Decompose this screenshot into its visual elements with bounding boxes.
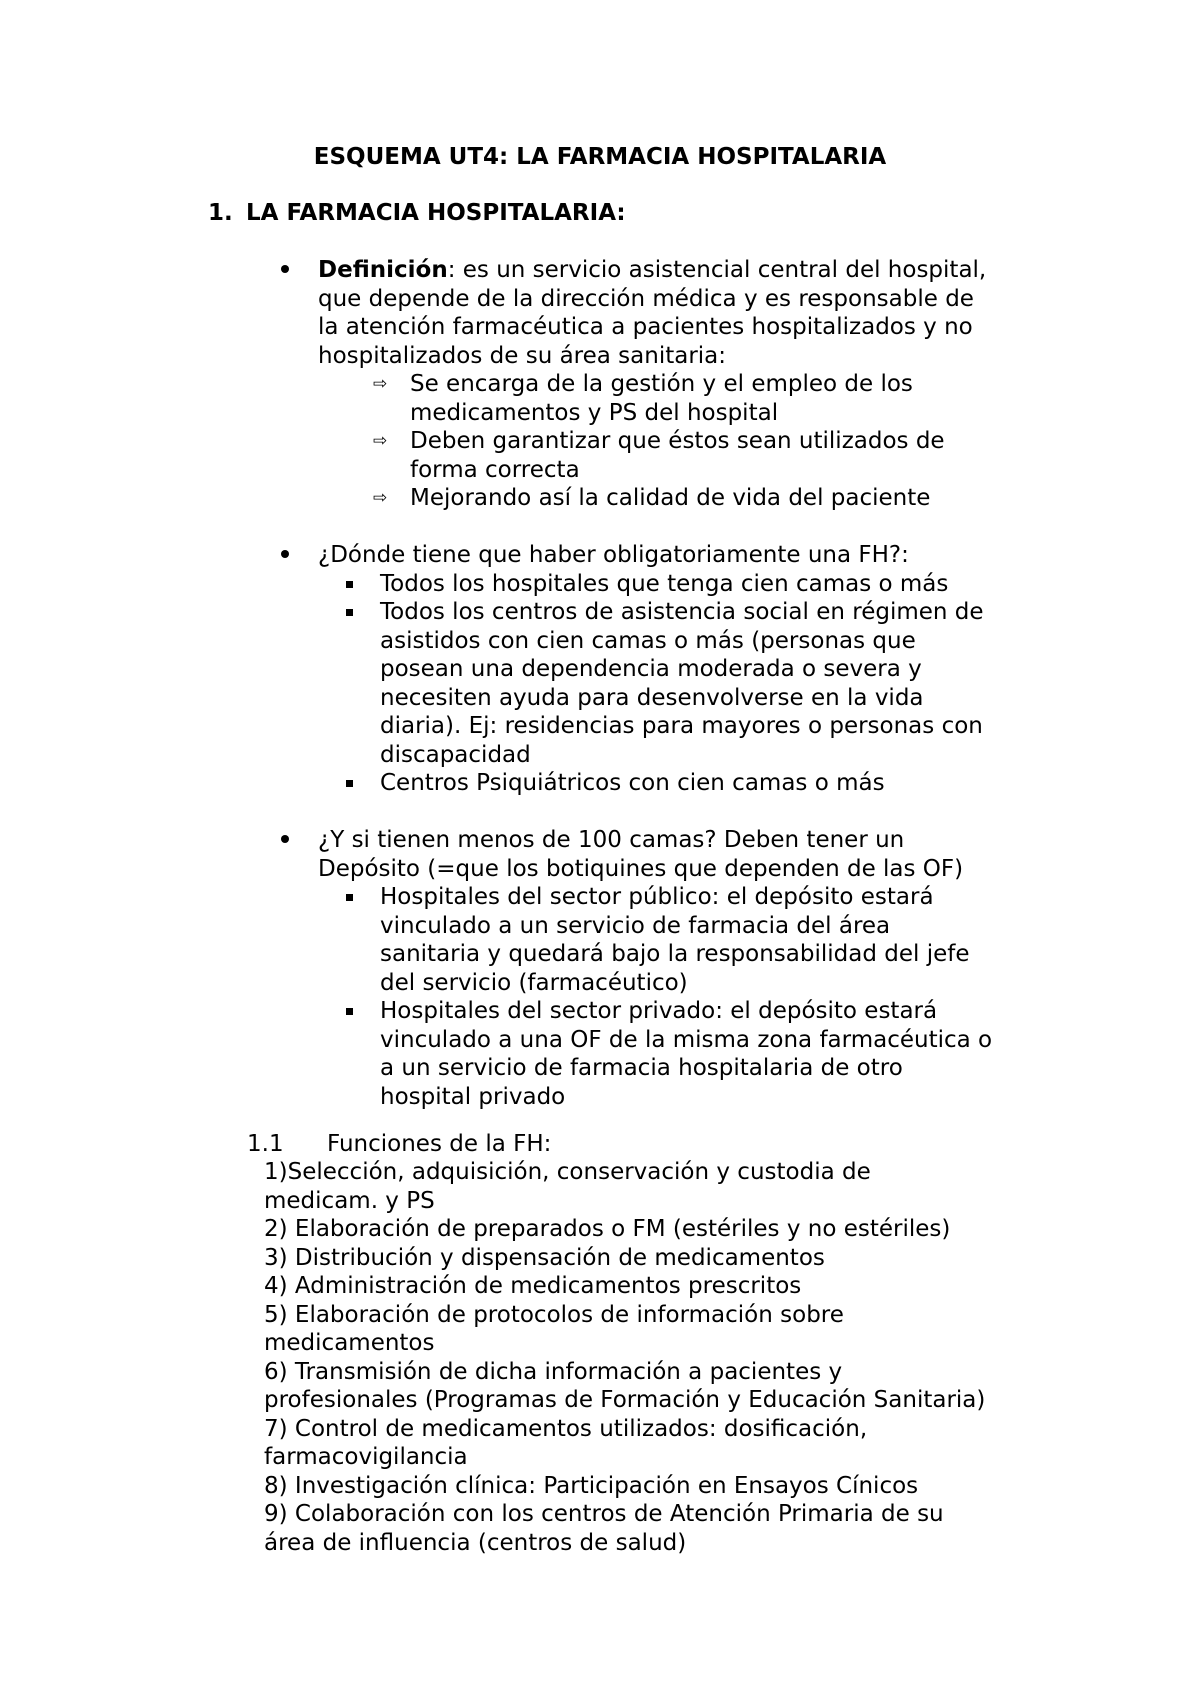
double-arrow-icon: ⇨ [373, 488, 388, 508]
subsection-title: Funciones de la FH: [327, 1131, 552, 1157]
section-title: LA FARMACIA HOSPITALARIA: [246, 200, 626, 226]
square-item-text: discapacidad [380, 741, 531, 768]
arrow-item-text: medicamentos y PS del hospital [410, 399, 779, 426]
definition-text: la atención farmacéutica a pacientes hospitalizados y no [318, 314, 973, 340]
question-text: Depósito (=que los botiquines que dependen de las OF) [318, 855, 964, 882]
function-line: medicam. y PS [264, 1187, 435, 1214]
function-line: 7) Control de medicamentos utilizados: dosificación, [264, 1415, 868, 1442]
square-item [318, 570, 1038, 599]
arrow-item-text: Mejorando así la calidad de vida del paciente [410, 485, 931, 511]
arrow-item [318, 370, 1038, 427]
arrow-item [318, 484, 1038, 513]
square-bullet-icon [346, 894, 353, 901]
function-line: 9) Colaboración con los centros de Atención Primaria de su [264, 1501, 944, 1527]
bullet-definicion [318, 256, 1038, 513]
definition-text: hospitalizados de su área sanitaria: [318, 342, 727, 369]
square-bullet-icon [346, 780, 353, 787]
section-1-heading [208, 199, 626, 228]
document-title: ESQUEMA UT4: LA FARMACIA HOSPITALARIA [313, 144, 887, 170]
function-line: 3) Distribución y dispensación de medicamentos [264, 1244, 825, 1271]
square-bullet-icon [346, 1008, 353, 1015]
square-item-text: posean una dependencia moderada o severa y [380, 656, 922, 682]
arrow-item-text: Deben garantizar que éstos sean utilizados de [410, 428, 945, 454]
function-line: farmacovigilancia [264, 1444, 468, 1470]
function-line: área de influencia (centros de salud) [264, 1529, 687, 1556]
square-item-text: Todos los hospitales que tenga cien camas o más [380, 570, 949, 597]
square-item [318, 598, 1038, 769]
section-1-1-heading [247, 1130, 551, 1159]
square-item-text: del servicio (farmacéutico) [380, 969, 688, 996]
square-item-text: Centros Psiquiátricos con cien camas o más [380, 770, 885, 796]
square-item [318, 769, 1038, 798]
double-arrow-icon: ⇨ [373, 431, 388, 451]
arrow-item-text: Se encarga de la gestión y el empleo de los [410, 371, 913, 397]
square-item-text: vinculado a un servicio de farmacia del área [380, 912, 891, 939]
double-arrow-icon: ⇨ [373, 374, 388, 394]
section-number: 1. [208, 200, 233, 226]
arrow-item [318, 427, 1038, 484]
definition-label: Definición [318, 257, 448, 283]
question-text: ¿Y si tienen menos de 100 camas? Deben tener un [318, 827, 905, 853]
bullet-icon [275, 541, 295, 570]
bullet-menos-100-camas [318, 826, 1038, 1111]
square-item-text: sanitaria y quedará bajo la responsabilidad del jefe [380, 941, 970, 967]
square-item-text: Hospitales del sector público: el depósito estará [380, 884, 934, 910]
function-line: 4) Administración de medicamentos prescritos [264, 1273, 802, 1299]
function-line: 1)Selección, adquisición, conservación y custodia de [264, 1159, 871, 1185]
square-bullet-icon [346, 581, 353, 588]
bullet-donde [318, 541, 1038, 798]
subsection-number: 1.1 [247, 1131, 284, 1157]
square-item-text: asistidos con cien camas o más (personas que [380, 627, 916, 654]
bullet-icon [275, 826, 295, 855]
square-item-text: diaria). Ej: residencias para mayores o personas con [380, 713, 983, 739]
square-item-text: hospital privado [380, 1083, 566, 1110]
square-item-text: necesiten ayuda para desenvolverse en la vida [380, 684, 924, 711]
square-item-text: Todos los centros de asistencia social en régimen de [380, 599, 984, 625]
function-line: profesionales (Programas de Formación y Educación Sanitaria) [264, 1387, 986, 1413]
square-item [318, 997, 1038, 1111]
function-line: medicamentos [264, 1330, 435, 1356]
function-line: 5) Elaboración de protocolos de información sobre [264, 1301, 844, 1328]
funciones-list [264, 1158, 1064, 1557]
function-line: 6) Transmisión de dicha información a pacientes y [264, 1358, 843, 1385]
square-bullet-icon [346, 609, 353, 616]
bullet-icon [275, 256, 295, 285]
function-line: 2) Elaboración de preparados o FM (estériles y no estériles) [264, 1216, 951, 1242]
square-item [318, 883, 1038, 997]
arrow-item-text: forma correcta [410, 456, 580, 483]
definition-text: que depende de la dirección médica y es responsable de [318, 285, 974, 312]
definition-text: : es un servicio asistencial central del hospital, [447, 257, 987, 283]
square-item-text: a un servicio de farmacia hospitalaria de otro [380, 1055, 903, 1081]
square-item-text: vinculado a una OF de la misma zona farmacéutica o [380, 1026, 993, 1053]
square-item-text: Hospitales del sector privado: el depósito estará [380, 998, 938, 1024]
question-text: ¿Dónde tiene que haber obligatoriamente una FH?: [318, 542, 909, 568]
function-line: 8) Investigación clínica: Participación en Ensayos Cínicos [264, 1472, 919, 1499]
